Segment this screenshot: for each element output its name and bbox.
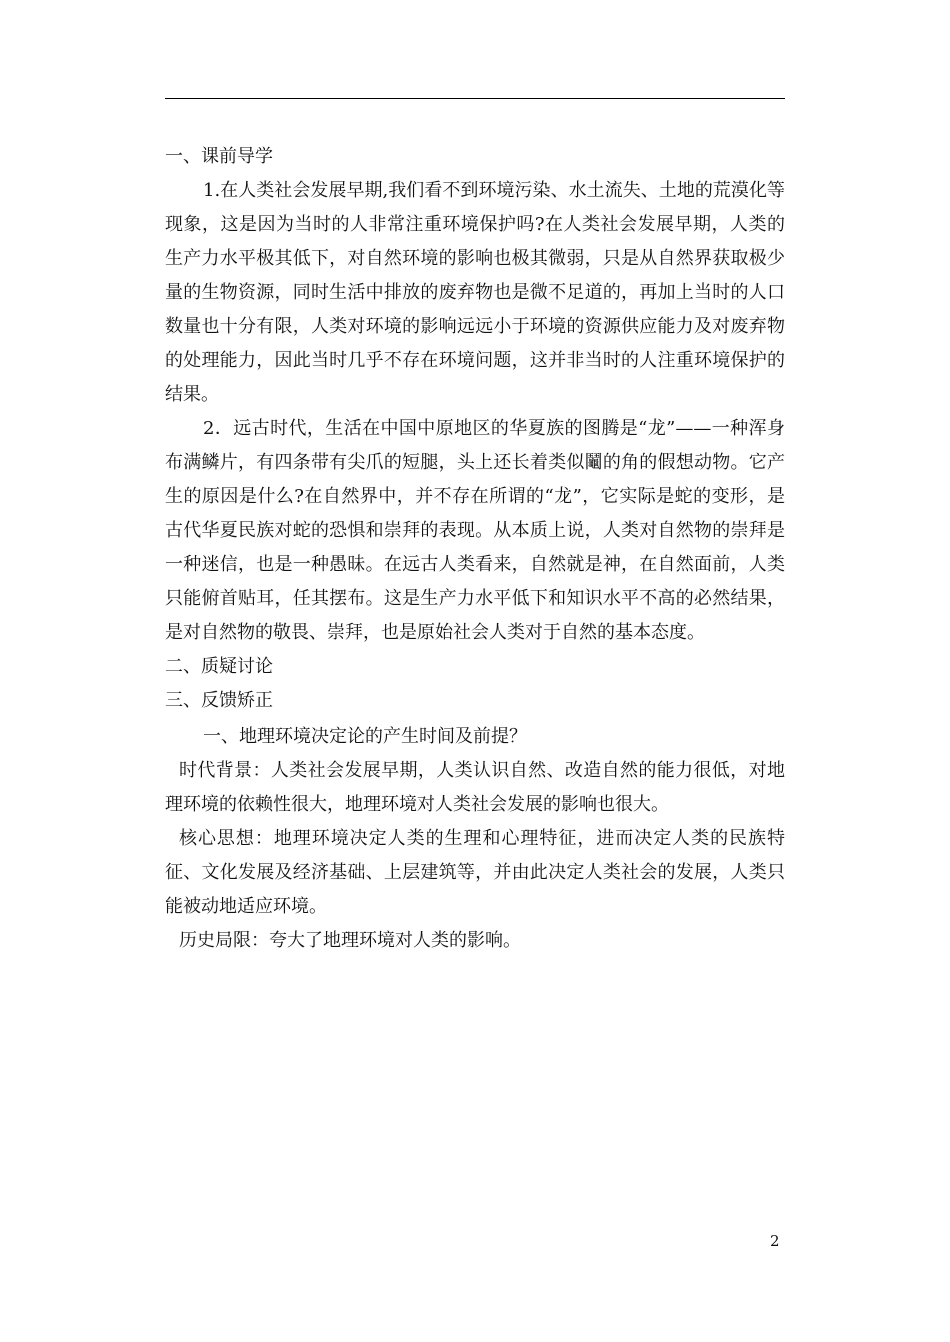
header-rule <box>165 98 785 99</box>
paragraph-background: 时代背景：人类社会发展早期，人类认识自然、改造自然的能力很低，对地理环境的依赖性很大，地理环境对人类社会发展的影响也很大。 <box>165 760 785 815</box>
section-heading-discussion: 二、质疑讨论 <box>165 656 273 677</box>
page-number: 2 <box>770 1232 780 1250</box>
paragraph-core-idea: 核心思想：地理环境决定人类的生理和心理特征，进而决定人类的民族特征、文化发展及经济基础、上层建筑等，并由此决定人类社会的发展，人类只能被动地适应环境。 <box>165 828 785 917</box>
paragraph-limitation: 历史局限：夸大了地理环境对人类的影响。 <box>179 930 521 951</box>
paragraph-question-1: 1.在人类社会发展早期,我们看不到环境污染、水土流失、土地的荒漠化等现象，这是因为当时的人非常注重环境保护吗?在人类社会发展早期，人类的生产力水平极其低下，对自然环境的影响也极其微弱，只是从自然界获取极少量的生物资源，同时生活中排放的废弃物也是微不足道的，再加上当时的人口数量也十分有限，人类对环境的影响远远小于环境的资源供应能力及对废弃物的处理能力，因此当时几乎不存在环境问题，这并非当时的人注重环境保护的结果。 <box>165 180 785 405</box>
section-heading-pre-class-guide: 一、课前导学 <box>165 146 273 167</box>
document-body <box>165 140 785 958</box>
section-heading-feedback: 三、反馈矫正 <box>165 690 273 711</box>
paragraph-question-2: 2．远古时代，生活在中国中原地区的华夏族的图腾是“龙”——一种浑身布满鳞片，有四条带有尖爪的短腿，头上还长着类似鬮的角的假想动物。它产生的原因是什么?在自然界中，并不存在所谓的“龙”，它实际是蛇的变形，是古代华夏民族对蛇的恐惧和崇拜的表现。从本质上说，人类对自然物的崇拜是一种迷信，也是一种愚昧。在远古人类看来，自然就是神，在自然面前，人类只能俯首贴耳，任其摆布。这是生产力水平低下和知识水平不高的必然结果，是对自然物的敬畏、崇拜，也是原始社会人类对于自然的基本态度。 <box>165 418 785 643</box>
feedback-question: 一、地理环境决定论的产生时间及前提？ <box>203 726 527 747</box>
